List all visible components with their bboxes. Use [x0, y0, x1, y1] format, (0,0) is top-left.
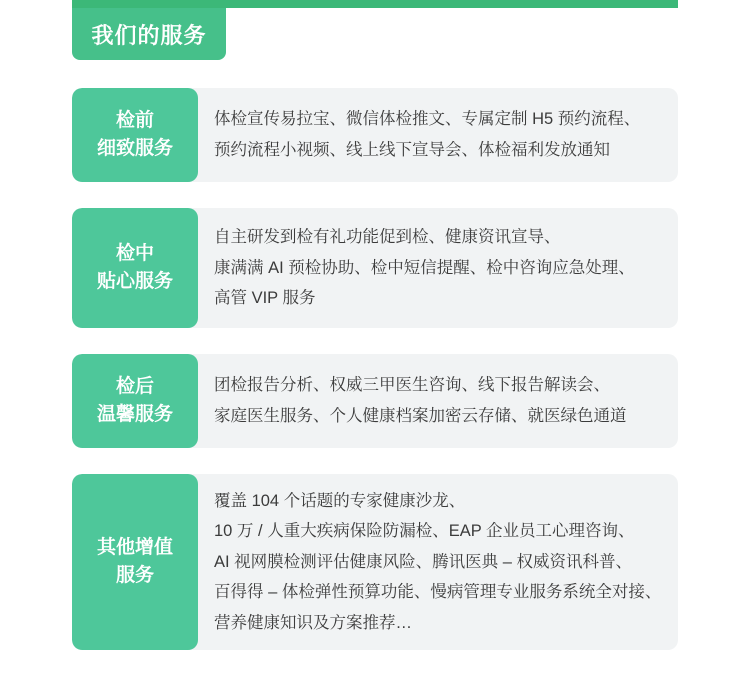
- service-card-body: [198, 208, 678, 328]
- service-card-body-line: 营养健康知识及方案推荐…: [214, 613, 412, 632]
- service-card-label-line: 服务: [115, 565, 154, 586]
- service-card-label-line: 检前: [115, 109, 154, 131]
- bottom-spacer: [0, 656, 750, 696]
- service-card-label: [72, 354, 198, 448]
- service-card-label-line: 细致服务: [96, 138, 173, 159]
- service-card-label: [72, 88, 198, 182]
- service-card-list: [72, 88, 678, 676]
- service-card: [72, 474, 678, 650]
- service-card-label: [72, 474, 198, 650]
- service-card-label-line: 其他增值: [96, 536, 173, 558]
- service-card-body: [198, 474, 678, 650]
- service-card: [72, 88, 678, 182]
- service-card-body-line: 体检宣传易拉宝、微信体检推文、专属定制 H5 预约流程、: [214, 110, 641, 129]
- service-card-body-line: 10 万 / 人重大疾病保险防漏检、EAP 企业员工心理咨询、: [214, 522, 635, 541]
- service-card-body-line: 预约流程小视频、线上线下宣导会、体检福利发放通知: [214, 141, 610, 159]
- section-title: 我们的服务: [72, 8, 226, 60]
- service-card-body-line: 高管 VIP 服务: [214, 289, 316, 308]
- service-card: [72, 208, 678, 328]
- service-card-label-line: 检中: [115, 242, 154, 264]
- service-card: [72, 354, 678, 448]
- service-card-body-line: 百得得 – 体检弹性预算功能、慢病管理专业服务系统全对接、: [214, 583, 662, 602]
- service-card-body-line: AI 视网膜检测评估健康风险、腾讯医典 – 权威资讯科普、: [214, 552, 633, 571]
- service-card-body-line: 家庭医生服务、个人健康档案加密云存储、就医绿色通道: [214, 407, 627, 425]
- service-card-body: [198, 88, 678, 182]
- top-green-bar: [72, 0, 678, 8]
- service-card-label-line: 检后: [115, 375, 154, 397]
- service-card-body-line: 团检报告分析、权威三甲医生咨询、线下报告解读会、: [214, 376, 610, 395]
- service-card-body-line: 康满满 AI 预检协助、检中短信提醒、检中咨询应急处理、: [214, 258, 635, 277]
- service-card-body-line: 覆盖 104 个话题的专家健康沙龙、: [214, 491, 466, 510]
- service-card-body: [198, 354, 678, 448]
- service-card-label-line: 温馨服务: [96, 404, 173, 425]
- service-card-label: [72, 208, 198, 328]
- service-card-label-line: 贴心服务: [96, 271, 173, 292]
- service-card-body-line: 自主研发到检有礼功能促到检、健康资讯宣导、: [214, 228, 561, 247]
